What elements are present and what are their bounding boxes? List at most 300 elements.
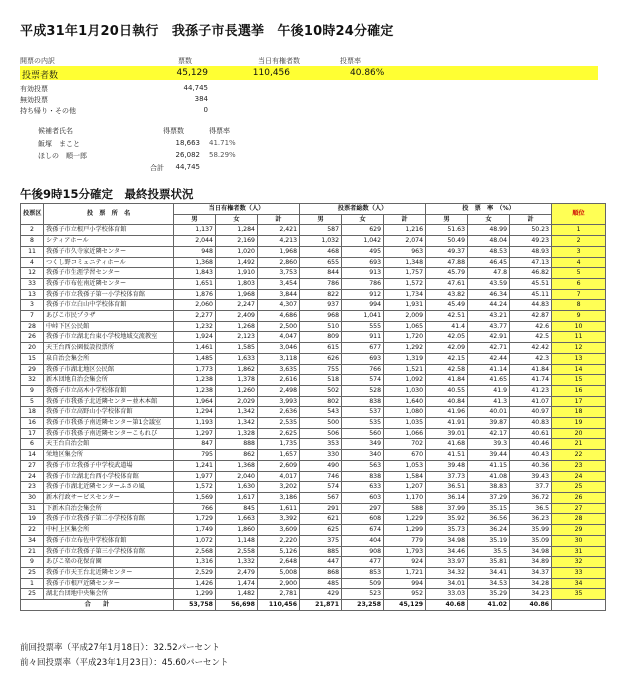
total-row — [21, 600, 606, 611]
voters-male: 809 — [300, 332, 342, 343]
electors-female: 2,409 — [216, 311, 258, 322]
table-row — [21, 364, 606, 375]
area-cell: 25 — [21, 589, 44, 600]
place-cell: 中村上区集会所 — [44, 525, 174, 536]
rank-cell: 1 — [552, 225, 606, 236]
voters-total: 1,080 — [384, 407, 426, 418]
table-row — [21, 343, 606, 354]
voters-female: 913 — [342, 268, 384, 279]
rate-male: 34.32 — [426, 567, 468, 578]
electors-total: 3,993 — [258, 396, 300, 407]
area-cell: 32 — [21, 375, 44, 386]
voters-male: 746 — [300, 471, 342, 482]
header-voters: 投票者総数（人） — [300, 204, 426, 215]
rank-cell: 34 — [552, 578, 606, 589]
rate-female: 41.14 — [468, 364, 510, 375]
electors-female: 2,029 — [216, 396, 258, 407]
voters-total: 1,757 — [384, 268, 426, 279]
voters-total: 2,074 — [384, 236, 426, 247]
header-total: 計 — [510, 214, 552, 225]
place-cell: 我孫子市立我孫子中学校武道場 — [44, 460, 174, 471]
electors-male: 1,368 — [174, 257, 216, 268]
summary-header-electors: 当日有権者数 — [258, 57, 300, 65]
table-row — [21, 321, 606, 332]
rate-female: 35.15 — [468, 503, 510, 514]
table-row — [21, 257, 606, 268]
rate-total: 35.09 — [510, 535, 552, 546]
candidate-name: ほしの 順一郎 — [38, 152, 87, 160]
place-cell: 我孫子市立高野山小学校体育館 — [44, 407, 174, 418]
voters-male: 802 — [300, 396, 342, 407]
voters-total: 1,572 — [384, 278, 426, 289]
place-cell: 我孫子市立我孫子第二小学校体育館 — [44, 514, 174, 525]
rate-female: 42.91 — [468, 332, 510, 343]
area-cell: 14 — [21, 450, 44, 461]
rate-total: 41.07 — [510, 396, 552, 407]
rank-cell: 6 — [552, 278, 606, 289]
rate-total: 36.72 — [510, 492, 552, 503]
electors-female: 1,482 — [216, 589, 258, 600]
rate-male: 42.15 — [426, 353, 468, 364]
electors-female: 1,910 — [216, 268, 258, 279]
voters-female: 677 — [342, 343, 384, 354]
candidate-name: 飯塚 まこと — [38, 140, 80, 148]
rate-male: 41.96 — [426, 407, 468, 418]
voters-female: 766 — [342, 364, 384, 375]
turnout-electors: 110,456 — [252, 68, 290, 78]
voters-male: 291 — [300, 503, 342, 514]
voters-male: 587 — [300, 225, 342, 236]
voters-male: 822 — [300, 289, 342, 300]
table-row — [21, 418, 606, 429]
electors-female: 2,040 — [216, 471, 258, 482]
electors-female: 1,968 — [216, 289, 258, 300]
electors-total: 3,844 — [258, 289, 300, 300]
voters-total: 1,053 — [384, 460, 426, 471]
voters-female: 674 — [342, 525, 384, 536]
results-rows — [21, 225, 606, 600]
rate-male: 34.01 — [426, 578, 468, 589]
rate-female: 38.83 — [468, 482, 510, 493]
rank-cell: 23 — [552, 460, 606, 471]
electors-female: 2,247 — [216, 300, 258, 311]
rank-cell: 12 — [552, 343, 606, 354]
place-cell: 天王台西公園仮設投票所 — [44, 343, 174, 354]
rank-cell: 30 — [552, 535, 606, 546]
voters-female: 629 — [342, 225, 384, 236]
total-voters-male: 21,871 — [300, 600, 342, 611]
rate-total: 46.82 — [510, 268, 552, 279]
electors-male: 1,461 — [174, 343, 216, 354]
place-cell: シティアホール — [44, 236, 174, 247]
total-rate-male: 40.68 — [426, 600, 468, 611]
area-cell: 21 — [21, 546, 44, 557]
rate-male: 37.99 — [426, 503, 468, 514]
rate-total: 41.74 — [510, 375, 552, 386]
place-cell: 我孫子市立布佐中学校体育館 — [44, 535, 174, 546]
electors-total: 4,047 — [258, 332, 300, 343]
rate-female: 39.87 — [468, 418, 510, 429]
table-row — [21, 439, 606, 450]
voters-total: 1,640 — [384, 396, 426, 407]
table-row — [21, 236, 606, 247]
table-row — [21, 567, 606, 578]
rate-female: 46.34 — [468, 289, 510, 300]
rate-total: 34.23 — [510, 589, 552, 600]
voters-total: 1,170 — [384, 492, 426, 503]
rate-female: 43.77 — [468, 321, 510, 332]
voters-male: 868 — [300, 567, 342, 578]
place-cell: 我孫子市湖北地区公民館 — [44, 364, 174, 375]
area-cell: 17 — [21, 428, 44, 439]
area-cell: 18 — [21, 407, 44, 418]
table-row — [21, 396, 606, 407]
area-cell: 7 — [21, 311, 44, 322]
electors-female: 1,342 — [216, 418, 258, 429]
area-cell: 19 — [21, 514, 44, 525]
voters-male: 655 — [300, 257, 342, 268]
rate-male: 39.48 — [426, 460, 468, 471]
voters-total: 1,229 — [384, 514, 426, 525]
rank-cell: 25 — [552, 482, 606, 493]
voters-female: 297 — [342, 503, 384, 514]
voters-total: 702 — [384, 439, 426, 450]
rate-male: 37.73 — [426, 471, 468, 482]
rate-total: 34.89 — [510, 557, 552, 568]
header-male: 男 — [426, 214, 468, 225]
invalid-votes-label: 無効投票 — [20, 96, 48, 104]
rate-female: 36.56 — [468, 514, 510, 525]
area-cell: 2 — [21, 225, 44, 236]
rate-male: 36.14 — [426, 492, 468, 503]
voters-total: 1,720 — [384, 332, 426, 343]
voters-female: 509 — [342, 578, 384, 589]
total-rank-empty — [552, 600, 606, 611]
rate-female: 35.29 — [468, 589, 510, 600]
rate-female: 43.59 — [468, 278, 510, 289]
place-cell: 新木行政サービスセンター — [44, 492, 174, 503]
rate-total: 44.83 — [510, 300, 552, 311]
rank-cell: 15 — [552, 375, 606, 386]
electors-male: 1,241 — [174, 460, 216, 471]
summary-header-breakdown: 開票の内訳 — [20, 57, 55, 65]
rate-total: 41.84 — [510, 364, 552, 375]
area-cell: 34 — [21, 535, 44, 546]
voters-total: 1,216 — [384, 225, 426, 236]
table-row — [21, 450, 606, 461]
total-rate-female: 41.02 — [468, 600, 510, 611]
electors-total: 2,636 — [258, 407, 300, 418]
electors-female: 1,860 — [216, 525, 258, 536]
voters-total: 924 — [384, 557, 426, 568]
final-status-title: 午後9時15分確定 最終投票状況 — [20, 187, 194, 201]
place-cell: 栄地区集会所 — [44, 450, 174, 461]
area-cell: 3 — [21, 300, 44, 311]
electors-male: 1,238 — [174, 385, 216, 396]
header-male: 男 — [300, 214, 342, 225]
voters-female: 908 — [342, 546, 384, 557]
rate-male: 41.51 — [426, 450, 468, 461]
electors-total: 3,454 — [258, 278, 300, 289]
area-cell: 13 — [21, 289, 44, 300]
electors-male: 1,232 — [174, 321, 216, 332]
header-total: 計 — [384, 214, 426, 225]
electors-female: 888 — [216, 439, 258, 450]
rate-male: 33.03 — [426, 589, 468, 600]
candidate-header-rate: 得票率 — [209, 127, 230, 135]
area-cell: 31 — [21, 503, 44, 514]
valid-votes-label: 有効投票 — [20, 85, 48, 93]
rate-male: 42.51 — [426, 311, 468, 322]
rate-female: 41.65 — [468, 375, 510, 386]
area-cell: 22 — [21, 525, 44, 536]
rate-male: 36.51 — [426, 482, 468, 493]
voters-total: 1,584 — [384, 471, 426, 482]
area-cell: 20 — [21, 343, 44, 354]
rate-female: 48.99 — [468, 225, 510, 236]
table-row — [21, 525, 606, 536]
area-cell: 28 — [21, 321, 44, 332]
electors-total: 4,017 — [258, 471, 300, 482]
electors-female: 1,663 — [216, 514, 258, 525]
rate-female: 41.15 — [468, 460, 510, 471]
rate-total: 40.61 — [510, 428, 552, 439]
electors-male: 1,651 — [174, 278, 216, 289]
rate-male: 41.68 — [426, 439, 468, 450]
rate-male: 43.82 — [426, 289, 468, 300]
rate-male: 41.91 — [426, 418, 468, 429]
table-row — [21, 225, 606, 236]
candidate-rate: 58.29% — [209, 151, 236, 159]
total-voters-total: 45,129 — [384, 600, 426, 611]
area-cell: 4 — [21, 257, 44, 268]
rate-male: 45.79 — [426, 268, 468, 279]
voters-male: 485 — [300, 578, 342, 589]
rank-cell: 18 — [552, 407, 606, 418]
table-row — [21, 278, 606, 289]
electors-female: 1,148 — [216, 535, 258, 546]
voters-male: 937 — [300, 300, 342, 311]
rank-cell: 22 — [552, 450, 606, 461]
place-cell: 我孫子市立湖北台西小学校体育館 — [44, 471, 174, 482]
electors-total: 1,657 — [258, 450, 300, 461]
place-cell: あびこ楽の花保育園 — [44, 557, 174, 568]
electors-female: 845 — [216, 503, 258, 514]
table-row — [21, 503, 606, 514]
voters-male: 626 — [300, 353, 342, 364]
electors-male: 1,729 — [174, 514, 216, 525]
rate-male: 47.61 — [426, 278, 468, 289]
rate-total: 34.98 — [510, 546, 552, 557]
place-cell: 湖北台団地中央集会所 — [44, 589, 174, 600]
voters-male: 375 — [300, 535, 342, 546]
electors-male: 1,485 — [174, 353, 216, 364]
electors-total: 1,968 — [258, 246, 300, 257]
area-cell: 16 — [21, 418, 44, 429]
header-female: 女 — [468, 214, 510, 225]
rank-cell: 27 — [552, 503, 606, 514]
rate-total: 36.23 — [510, 514, 552, 525]
electors-male: 1,773 — [174, 364, 216, 375]
voters-male: 506 — [300, 428, 342, 439]
voters-male: 518 — [300, 375, 342, 386]
rate-female: 35.5 — [468, 546, 510, 557]
voters-total: 670 — [384, 450, 426, 461]
voters-male: 353 — [300, 439, 342, 450]
electors-total: 2,498 — [258, 385, 300, 396]
voters-female: 633 — [342, 482, 384, 493]
area-cell: 25 — [21, 567, 44, 578]
table-row — [21, 246, 606, 257]
header-rate: 投 票 率 （%） — [426, 204, 552, 215]
electors-male: 1,137 — [174, 225, 216, 236]
table-row — [21, 375, 606, 386]
electors-total: 2,609 — [258, 460, 300, 471]
candidate-total-votes: 44,745 — [175, 163, 200, 171]
electors-female: 1,368 — [216, 460, 258, 471]
place-cell: あびこ市民プラザ — [44, 311, 174, 322]
valid-votes-value: 44,745 — [183, 84, 208, 92]
candidate-votes: 26,082 — [175, 151, 200, 159]
area-cell: 29 — [21, 364, 44, 375]
candidate-header-votes: 得票数 — [163, 127, 184, 135]
table-row — [21, 268, 606, 279]
electors-female: 1,260 — [216, 385, 258, 396]
voters-female: 693 — [342, 353, 384, 364]
place-cell: 我孫子市立高木小学校体育館 — [44, 385, 174, 396]
rank-cell: 16 — [552, 385, 606, 396]
rate-female: 48.04 — [468, 236, 510, 247]
electors-total: 2,781 — [258, 589, 300, 600]
voters-female: 574 — [342, 375, 384, 386]
area-cell: 1 — [21, 578, 44, 589]
area-cell: 9 — [21, 557, 44, 568]
rate-female: 42.17 — [468, 428, 510, 439]
voters-male: 330 — [300, 450, 342, 461]
voters-male: 490 — [300, 460, 342, 471]
rate-male: 33.97 — [426, 557, 468, 568]
area-cell: 27 — [21, 460, 44, 471]
electors-male: 1,299 — [174, 589, 216, 600]
rank-cell: 21 — [552, 439, 606, 450]
rank-cell: 10 — [552, 321, 606, 332]
place-cell: 我孫子市根戸近隣センター — [44, 578, 174, 589]
voters-female: 535 — [342, 418, 384, 429]
table-row — [21, 353, 606, 364]
electors-female: 2,123 — [216, 332, 258, 343]
voters-female: 495 — [342, 246, 384, 257]
rank-cell: 2 — [552, 236, 606, 247]
table-row — [21, 492, 606, 503]
rank-cell: 11 — [552, 332, 606, 343]
place-cell: つくし野コミュニティホール — [44, 257, 174, 268]
place-cell: 泉自治会集会所 — [44, 353, 174, 364]
voters-male: 844 — [300, 268, 342, 279]
rate-male: 41.84 — [426, 375, 468, 386]
voters-male: 543 — [300, 407, 342, 418]
voters-female: 786 — [342, 278, 384, 289]
electors-male: 2,060 — [174, 300, 216, 311]
rate-total: 40.43 — [510, 450, 552, 461]
rate-male: 42.05 — [426, 332, 468, 343]
electors-total: 3,753 — [258, 268, 300, 279]
electors-female: 1,585 — [216, 343, 258, 354]
voters-female: 1,041 — [342, 311, 384, 322]
electors-male: 1,569 — [174, 492, 216, 503]
turnout-highlight — [20, 66, 598, 80]
table-row — [21, 289, 606, 300]
table-row — [21, 535, 606, 546]
rate-total: 37.7 — [510, 482, 552, 493]
rate-total: 45.51 — [510, 278, 552, 289]
voters-female: 911 — [342, 332, 384, 343]
rate-female: 41.08 — [468, 471, 510, 482]
electors-male: 2,529 — [174, 567, 216, 578]
electors-female: 1,342 — [216, 407, 258, 418]
rank-cell: 35 — [552, 589, 606, 600]
place-cell: 我孫子市布佐南近隣センター — [44, 278, 174, 289]
table-row — [21, 589, 606, 600]
voters-total: 1,065 — [384, 321, 426, 332]
table-row — [21, 311, 606, 322]
rate-male: 42.58 — [426, 364, 468, 375]
header-total: 計 — [258, 214, 300, 225]
voters-female: 528 — [342, 385, 384, 396]
electors-female: 1,803 — [216, 278, 258, 289]
electors-male: 2,044 — [174, 236, 216, 247]
rate-total: 41.23 — [510, 385, 552, 396]
rate-total: 42.6 — [510, 321, 552, 332]
electors-female: 1,332 — [216, 557, 258, 568]
table-row — [21, 460, 606, 471]
rank-cell: 24 — [552, 471, 606, 482]
voters-female: 603 — [342, 492, 384, 503]
area-cell: 30 — [21, 492, 44, 503]
table-row — [21, 332, 606, 343]
rate-male: 35.73 — [426, 525, 468, 536]
rate-male: 40.55 — [426, 385, 468, 396]
table-row — [21, 407, 606, 418]
rate-male: 34.46 — [426, 546, 468, 557]
rate-female: 47.8 — [468, 268, 510, 279]
electors-male: 948 — [174, 246, 216, 257]
area-cell: 33 — [21, 278, 44, 289]
rate-male: 45.49 — [426, 300, 468, 311]
rate-total: 42.87 — [510, 311, 552, 322]
place-cell: 天王台自治会館 — [44, 439, 174, 450]
electors-female: 2,558 — [216, 546, 258, 557]
electors-male: 1,964 — [174, 396, 216, 407]
rate-female: 46.45 — [468, 257, 510, 268]
place-cell: 我孫子市天王台北近隣センター — [44, 567, 174, 578]
rate-female: 41.9 — [468, 385, 510, 396]
voters-female: 994 — [342, 300, 384, 311]
electors-male: 1,426 — [174, 578, 216, 589]
rate-total: 40.46 — [510, 439, 552, 450]
rate-female: 36.24 — [468, 525, 510, 536]
electors-total: 3,118 — [258, 353, 300, 364]
header-male: 男 — [174, 214, 216, 225]
electors-total: 1,611 — [258, 503, 300, 514]
total-electors-male: 53,758 — [174, 600, 216, 611]
electors-total: 4,686 — [258, 311, 300, 322]
electors-female: 1,630 — [216, 482, 258, 493]
voters-female: 1,042 — [342, 236, 384, 247]
electors-female: 1,862 — [216, 364, 258, 375]
header-rank: 順位 — [552, 204, 606, 225]
table-row — [21, 578, 606, 589]
voters-female: 477 — [342, 557, 384, 568]
